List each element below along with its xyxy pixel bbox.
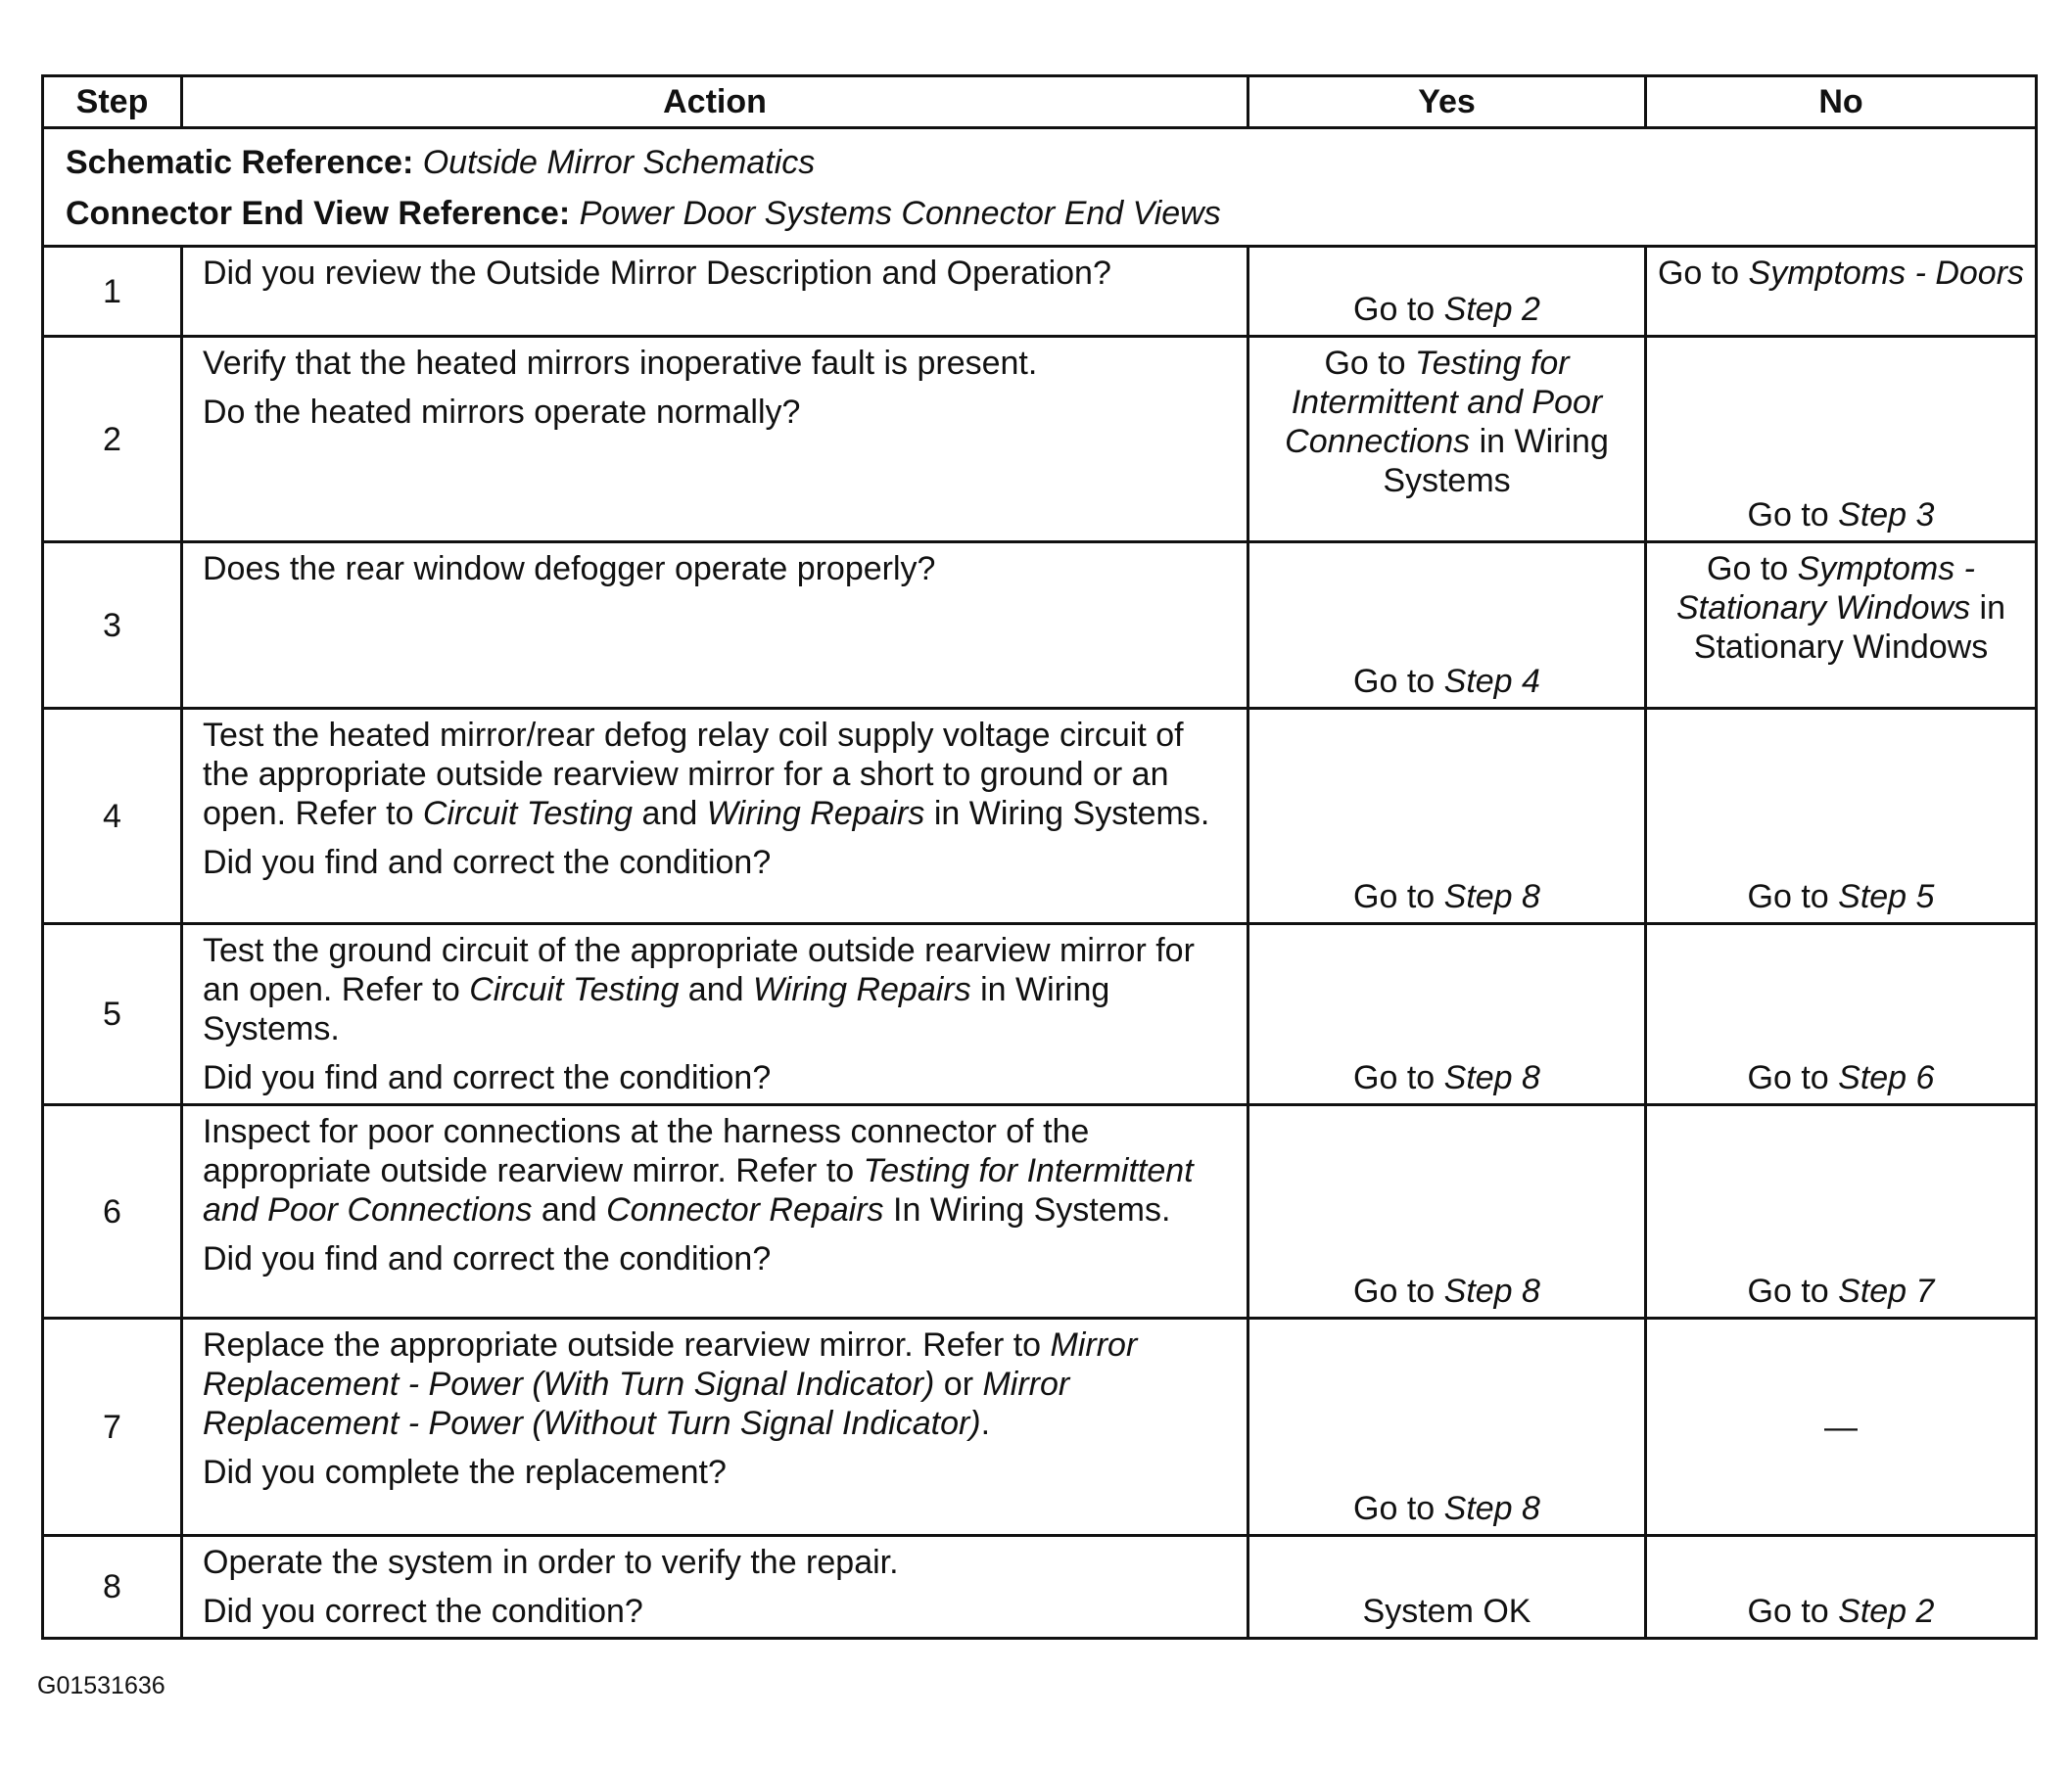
table-row: [43, 1536, 2037, 1639]
text: Test the heated mirror/rear defog relay coil supply voltage circuit of the appropriate outside rearview mirror for a short to ground or an open. Refer to: [203, 717, 1184, 832]
no-result: [1646, 542, 2037, 709]
text: in Stationary Windows: [1693, 589, 2006, 666]
yes-result: [1248, 709, 1646, 924]
text: Operate the system in order to verify the repair.: [203, 1544, 899, 1581]
action-question: [203, 393, 1223, 432]
text: in Wiring Systems.: [924, 795, 1210, 832]
step-number: 5: [43, 924, 182, 1105]
action-question: [203, 1592, 1223, 1631]
action-cell: [182, 247, 1248, 337]
schematic-reference: [66, 137, 2013, 188]
connector-reference-value: Power Door Systems Connector End Views: [579, 195, 1221, 232]
text: Did you find and correct the condition?: [203, 1059, 772, 1096]
text: Go to: [1747, 496, 1839, 534]
no-result: [1646, 1319, 2037, 1536]
action-cell: [182, 924, 1248, 1105]
step-number: 7: [43, 1319, 182, 1536]
italic-text: Step 3: [1838, 496, 1935, 534]
text: System OK: [1362, 1593, 1531, 1630]
italic-text: Step 8: [1443, 1273, 1540, 1310]
action-instruction: [203, 344, 1223, 383]
text: in Wiring Systems.: [203, 971, 1110, 1047]
reference-cell: [43, 128, 2037, 247]
text: Did you complete the replacement?: [203, 1454, 727, 1491]
table-row: [43, 1105, 2037, 1319]
action-instruction: [203, 716, 1223, 833]
step-number: 2: [43, 337, 182, 542]
italic-text: Wiring Repairs: [752, 971, 971, 1008]
action-instruction: [203, 254, 1223, 293]
text: Go to: [1324, 345, 1416, 382]
text: Go to: [1353, 1273, 1444, 1310]
no-result: [1646, 709, 2037, 924]
action-question: [203, 1239, 1223, 1278]
italic-text: Step 2: [1838, 1593, 1935, 1630]
reference-row: [43, 128, 2037, 247]
table-header-row: [43, 76, 2037, 128]
text: Go to: [1707, 550, 1798, 587]
step-number: 1: [43, 247, 182, 337]
text: —: [1824, 1408, 1858, 1446]
italic-text: Testing for Intermittent and Poor Connections: [203, 1152, 1194, 1229]
italic-text: Step 6: [1838, 1059, 1935, 1096]
action-cell: [182, 1536, 1248, 1639]
text: and: [532, 1191, 607, 1229]
action-instruction: [203, 1325, 1223, 1443]
no-result: [1646, 1105, 2037, 1319]
action-cell: [182, 542, 1248, 709]
no-result: [1646, 337, 2037, 542]
italic-text: Circuit Testing: [422, 795, 634, 832]
action-cell: [182, 1105, 1248, 1319]
text: Did you review the Outside Mirror Description and Operation?: [203, 255, 1111, 292]
action-instruction: [203, 1112, 1223, 1230]
table-row: [43, 542, 2037, 709]
text: Replace the appropriate outside rearview mirror. Refer to: [203, 1326, 1051, 1364]
header-step: Step: [43, 76, 182, 128]
text: Go to: [1353, 1059, 1444, 1096]
text: Go to: [1747, 1273, 1839, 1310]
text: Go to: [1353, 878, 1444, 915]
action-cell: [182, 709, 1248, 924]
header-action: Action: [182, 76, 1248, 128]
text: Test the ground circuit of the appropriate outside rearview mirror for an open. Refer to: [203, 932, 1195, 1008]
no-result: [1646, 924, 2037, 1105]
italic-text: Symptoms - Stationary Windows: [1675, 550, 1975, 627]
text: in Wiring Systems: [1383, 423, 1609, 499]
no-result: [1646, 247, 2037, 337]
italic-text: Step 2: [1443, 291, 1540, 328]
italic-text: Step 7: [1838, 1273, 1935, 1310]
yes-result: [1248, 1536, 1646, 1639]
text: Do the heated mirrors operate normally?: [203, 394, 801, 431]
table-row: [43, 924, 2037, 1105]
italic-text: Step 8: [1443, 1059, 1540, 1096]
text: .: [980, 1405, 991, 1442]
text: Did you find and correct the condition?: [203, 844, 772, 881]
action-question: [203, 843, 1223, 882]
text: Go to: [1353, 663, 1444, 700]
text: Go to: [1747, 1059, 1839, 1096]
italic-text: Step 8: [1443, 1490, 1540, 1527]
schematic-reference-label: Schematic Reference:: [66, 144, 414, 181]
action-question: [203, 1453, 1223, 1492]
text: Go to: [1747, 1593, 1839, 1630]
action-instruction: [203, 549, 1223, 588]
text: Does the rear window defogger operate properly?: [203, 550, 936, 587]
header-no: No: [1646, 76, 2037, 128]
text: Inspect for poor connections at the harness connector of the appropriate outside rearview mirror. Refer to: [203, 1113, 1090, 1189]
step-number: 8: [43, 1536, 182, 1639]
header-yes: Yes: [1248, 76, 1646, 128]
yes-result: [1248, 1319, 1646, 1536]
table-row: [43, 247, 2037, 337]
step-number: 3: [43, 542, 182, 709]
italic-text: Connector Repairs: [606, 1191, 884, 1229]
italic-text: Symptoms - Doors: [1748, 255, 2025, 292]
step-number: 4: [43, 709, 182, 924]
text: Go to: [1353, 291, 1444, 328]
text: Did you correct the condition?: [203, 1593, 643, 1630]
italic-text: Testing for Intermittent and Poor Connections: [1285, 345, 1603, 460]
yes-result: [1248, 247, 1646, 337]
italic-text: Wiring Repairs: [706, 795, 925, 832]
italic-text: Step 4: [1443, 663, 1540, 700]
text: Go to: [1657, 255, 1749, 292]
table-row: [43, 337, 2037, 542]
text: Go to: [1353, 1490, 1444, 1527]
no-result: [1646, 1536, 2037, 1639]
action-cell: [182, 1319, 1248, 1536]
connector-reference: [66, 188, 2013, 239]
text: or: [934, 1366, 983, 1403]
action-question: [203, 1058, 1223, 1097]
yes-result: [1248, 337, 1646, 542]
table-row: [43, 709, 2037, 924]
figure-id: G01531636: [37, 1672, 165, 1699]
italic-text: Mirror Replacement - Power (Without Turn Signal Indicator): [203, 1366, 1070, 1442]
text: Did you find and correct the condition?: [203, 1240, 772, 1278]
action-cell: [182, 337, 1248, 542]
text: Verify that the heated mirrors inoperative fault is present.: [203, 345, 1038, 382]
yes-result: [1248, 542, 1646, 709]
schematic-reference-value: Outside Mirror Schematics: [422, 144, 816, 181]
diagnostic-table: [41, 74, 2038, 1640]
text: Go to: [1747, 878, 1839, 915]
connector-reference-label: Connector End View Reference:: [66, 195, 571, 232]
italic-text: Step 5: [1838, 878, 1935, 915]
text: In Wiring Systems.: [883, 1191, 1171, 1229]
step-number: 6: [43, 1105, 182, 1319]
text: and: [679, 971, 753, 1008]
action-instruction: [203, 931, 1223, 1048]
table-row: [43, 1319, 2037, 1536]
italic-text: Step 8: [1443, 878, 1540, 915]
yes-result: [1248, 924, 1646, 1105]
italic-text: Circuit Testing: [469, 971, 680, 1008]
action-instruction: [203, 1543, 1223, 1582]
text: and: [633, 795, 707, 832]
italic-text: Mirror Replacement - Power (With Turn Signal Indicator): [203, 1326, 1138, 1403]
yes-result: [1248, 1105, 1646, 1319]
